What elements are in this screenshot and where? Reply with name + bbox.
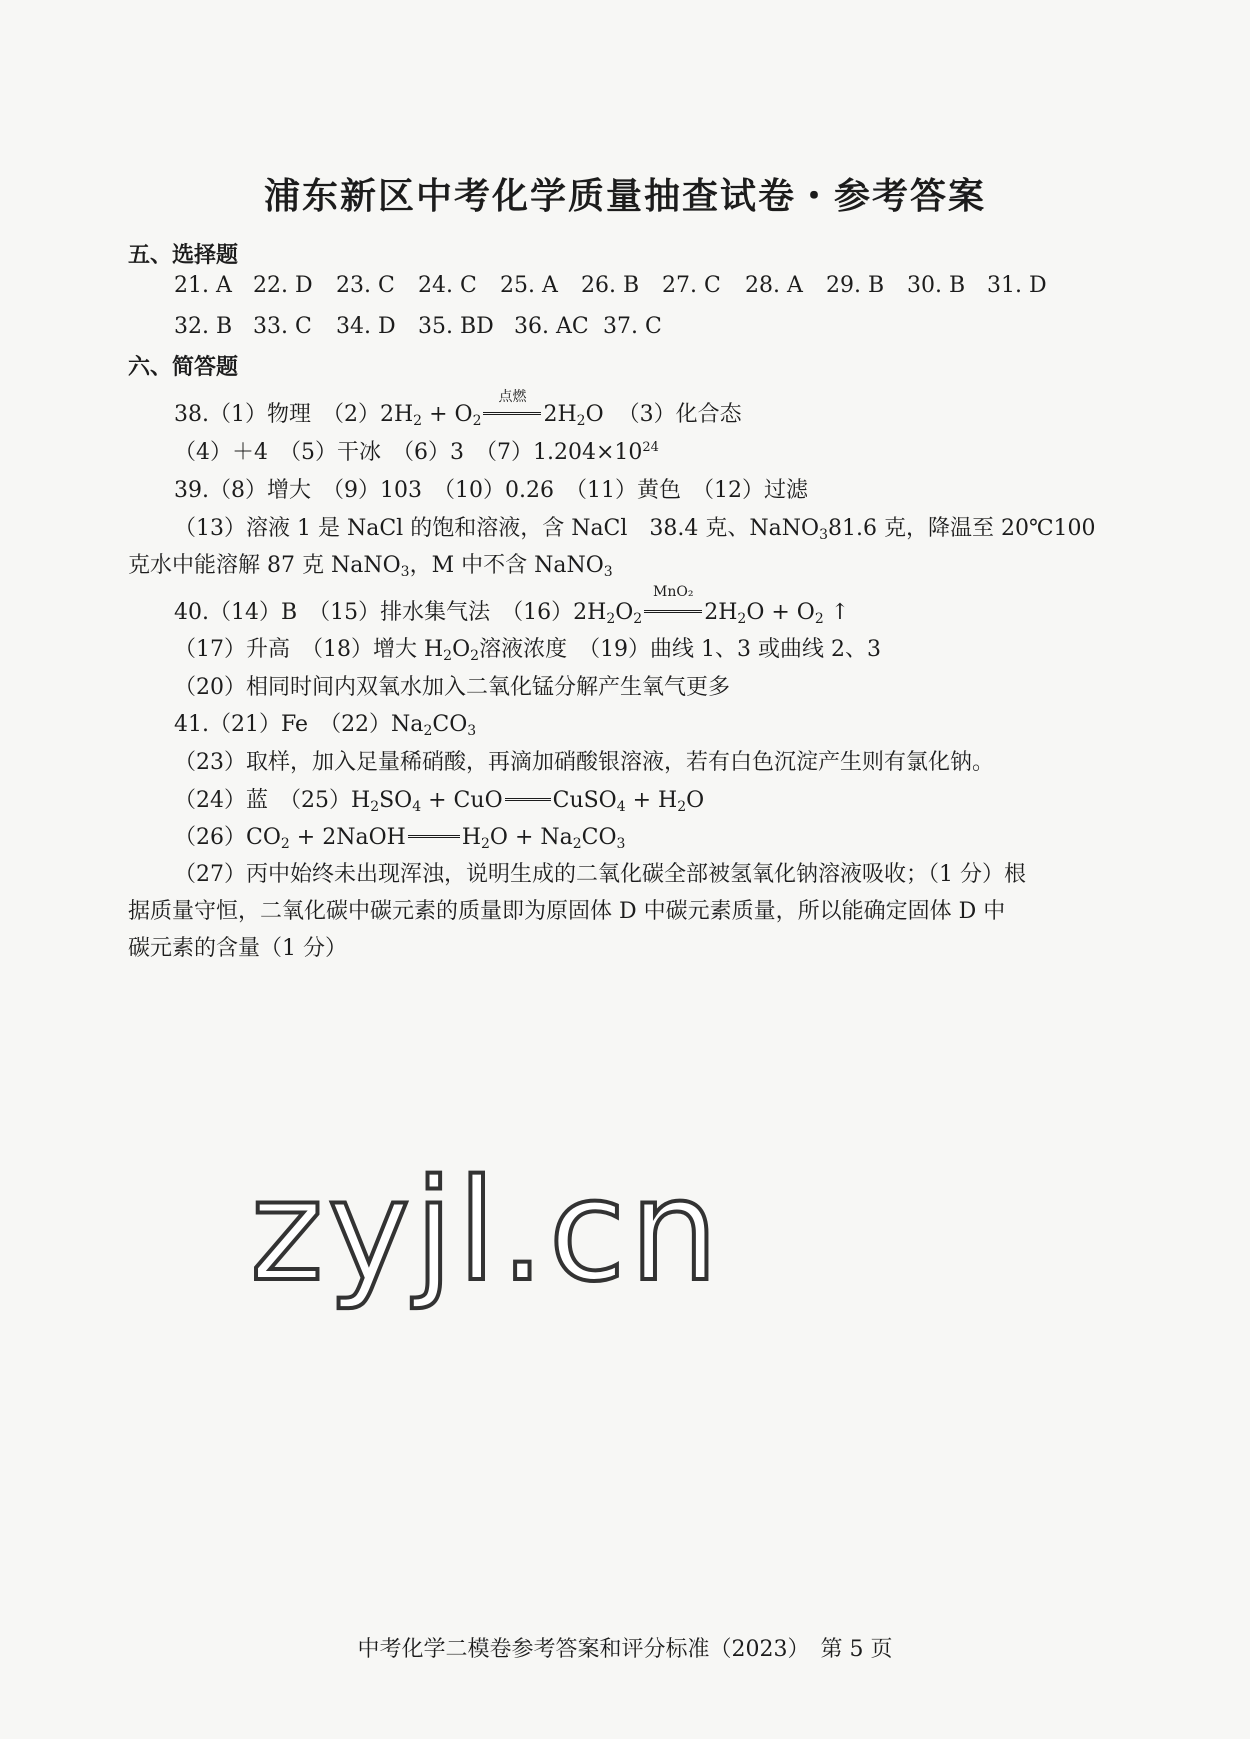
answer-41-line-2: （23）取样，加入足量稀硝酸，再滴加硝酸银溶液，若有白色沉淀产生则有氯化钠。 <box>174 750 994 775</box>
mc-answer: 29. B <box>826 273 885 298</box>
answer-39-line-1: 39.（8）增大 （9）103 （10）0.26 （11）黄色 （12）过滤 <box>174 478 808 503</box>
answer-38-line-1: 38.（1）物理 $(2)2H_2 + O_2$ 点燃 $2H_2O$ （3）化合态 <box>174 397 742 429</box>
reaction-condition: MnO₂ <box>652 584 694 600</box>
answer-text: （24）蓝 （25）H <box>174 788 371 813</box>
page-title: 浦东新区中考化学质量抽查试卷・参考答案 <box>263 176 986 217</box>
mc-answer: 33. C <box>253 314 312 339</box>
answer-41-line-1: 41.（21）Fe $(22)Na_2CO_3$ <box>174 712 477 739</box>
answer-38-line-2 <box>174 435 659 466</box>
answer-text: ，M 中不含 NaNO <box>409 553 604 578</box>
answer-text: 38.（1）物理 （2） <box>174 402 380 427</box>
answer-40-line-3: （20）相同时间内双氧水加入二氧化锰分解产生氧气更多 <box>174 675 730 700</box>
answer-text: （17）升高 （18）增大 H <box>174 637 444 662</box>
page-footer: 中考化学二模卷参考答案和评分标准（2023） 第 5 页 <box>357 1637 893 1662</box>
mc-answer: 36. AC <box>514 314 589 339</box>
answer-41-line-3: （24）蓝 $(25)H_2SO_4$ + CuO CuSO$_4$ + $H_2O$ <box>174 788 705 815</box>
answer-text: 40.（14）B （15）排水集气法 （16） <box>174 600 574 625</box>
mc-answer: 30. B <box>907 273 966 298</box>
answer-40-line-1: 40.（14）B （15）排水集气法 $(16)2H_2O_2$ MnO₂ $2H_2O + O_2$ ↑ <box>174 584 850 627</box>
answer-40-line-2: （17）升高 （18）增大 $H_2O_2$溶液浓度 （19）曲线 1、3 或曲线 2、3 <box>174 637 882 664</box>
mc-answer: 35. BD <box>418 314 494 339</box>
answer-41-line-6: 据质量守恒，二氧化碳中碳元素的质量即为原固体 D 中碳元素质量，所以能确定固体 D 中 <box>128 899 1006 924</box>
reaction-condition: 点燃 <box>498 389 527 405</box>
exponent: 24 <box>642 440 659 455</box>
reaction-arrow <box>644 584 702 625</box>
section-6-heading: 六、简答题 <box>128 355 239 380</box>
reaction-arrow <box>483 389 541 427</box>
answer-text: 81.6 克，降温至 20℃100 <box>827 516 1096 541</box>
answer-41-line-4: $(26)CO_2$ + 2NaOH $H_2O + Na_2CO_3$ <box>174 825 626 852</box>
mc-answer: 27. C <box>662 273 721 298</box>
mc-answer: 23. C <box>336 273 395 298</box>
answer-text: （4）＋4 （5）干冰 （6）3 （7）1.204×10 <box>174 440 643 465</box>
mc-answer: 21. A <box>174 273 232 298</box>
answer-41-line-7: 碳元素的含量（1 分） <box>128 936 347 961</box>
mc-answer: 32. B <box>174 314 233 339</box>
answer-39-line-2: （13）溶液 1 是 NaCl 的饱和溶液，含 NaCl 38.4 克、NaNO$_3$81.6 克，降温至 20℃100 <box>174 516 1096 543</box>
answer-text: （26）CO <box>174 825 281 850</box>
answer-text: 溶液浓度 （19）曲线 1、3 或曲线 2、3 <box>479 637 882 662</box>
section-5-heading: 五、选择题 <box>128 243 239 268</box>
answer-41-line-5: （27）丙中始终未出现浑浊，说明生成的二氧化碳全部被氢氧化钠溶液吸收；（1 分）根 <box>174 862 1026 887</box>
answer-text: （13）溶液 1 是 NaCl 的饱和溶液，含 NaCl 38.4 克、NaNO <box>174 516 820 541</box>
mc-answer: 34. D <box>336 314 396 339</box>
mc-answer: 22. D <box>253 273 313 298</box>
mc-answer: 28. A <box>745 273 803 298</box>
mc-answer: 37. C <box>603 314 662 339</box>
answer-text: 克水中能溶解 87 克 NaNO <box>128 553 401 578</box>
reaction-equals <box>408 825 460 850</box>
mc-answer: 25. A <box>500 273 558 298</box>
mc-answer: 24. C <box>418 273 477 298</box>
mc-answer: 26. B <box>581 273 640 298</box>
watermark: zyjl.cn <box>250 1150 723 1313</box>
answer-text: （3）化合态 <box>617 402 742 427</box>
mc-answer: 31. D <box>987 273 1047 298</box>
answer-39-line-3: 克水中能溶解 87 克 NaNO$_3$，M 中不含 NaNO$_3$ <box>128 553 613 580</box>
reaction-equals <box>505 788 551 813</box>
answer-text: 41.（21）Fe （22）Na <box>174 712 424 737</box>
